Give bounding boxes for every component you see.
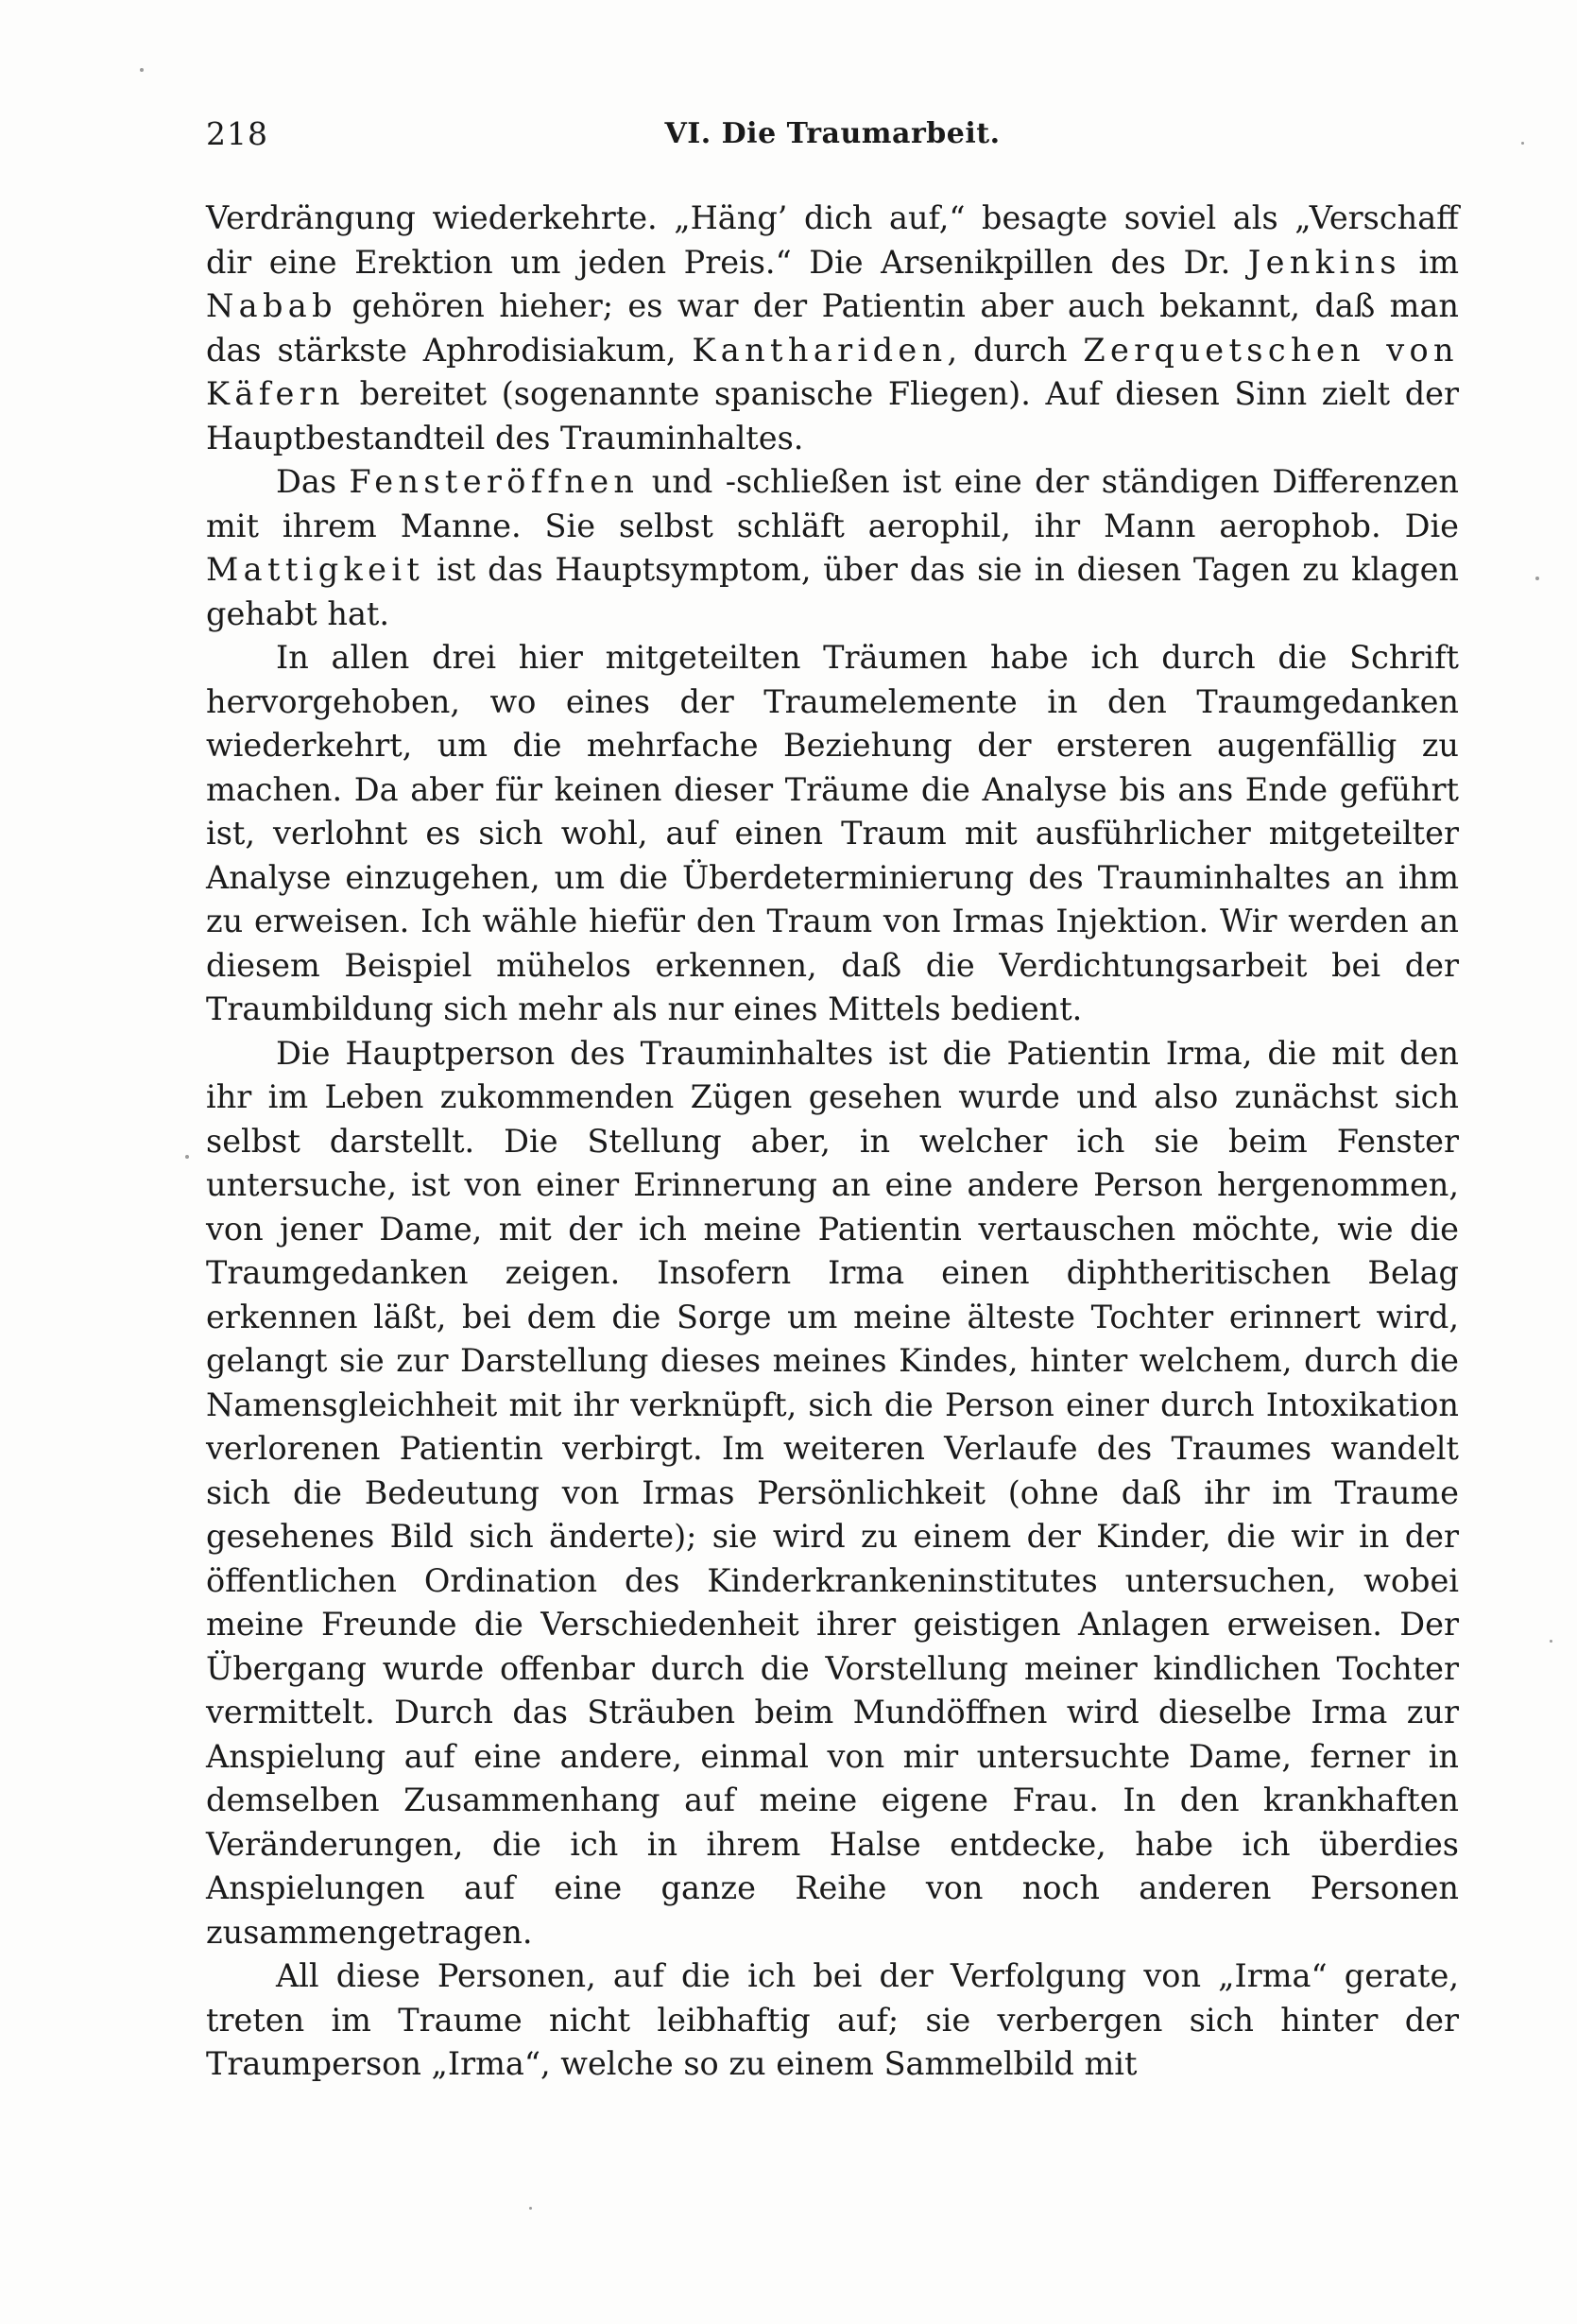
text-segment: Das [276, 463, 350, 500]
text-segment: In allen drei hier mitgeteilten Träumen habe ich durch die Schrift hervorgehoben, wo eines der Traumelemente in den Traumgedanken wiederkehrt, um die mehrfache Beziehung der ersteren augenfällig zu machen. Da aber für keinen dieser Träume die Analyse bis ans Ende geführt ist, verlohnt es sich wohl, auf einen Traum mit ausführlicher mitgeteilter Analyse einzugehen, um die Überdeterminierung des Trauminhaltes an ihm zu erweisen. Ich wähle hiefür den Traum von Irmas Injektion. Wir werden an diesem Beispiel mühelos erkennen, daß die Verdichtungsarbeit bei der Traumbildung sich mehr als nur eines Mittels bedient. [206, 639, 1459, 1027]
text-segment: Die Hauptperson des Trauminhaltes ist die Patientin Irma, die mit den ihr im Leben zukommenden Zügen gesehen wurde und also zunächst sich selbst darstellt. Die Stellung aber, in welcher ich sie beim Fenster untersuche, ist von einer Erinnerung an eine andere Person hergenommen, von jener Dame, mit der ich meine Patientin vertauschen möchte, wie die Traumgedanken zeigen. Insofern Irma einen diphtheritischen Belag erkennen läßt, bei dem die Sorge um meine älteste Tochter erinnert wird, gelangt sie zur Darstellung dieses meines Kindes, hinter welchem, durch die Namensgleichheit mit ihr verknüpft, sich die Person einer durch Intoxikation verlorenen Patientin verbirgt. Im weiteren Verlaufe des Traumes wandelt sich die Bedeutung von Irmas Persönlichkeit (ohne daß ihr im Traume gesehenes Bild sich änderte); sie wird zu einem der Kinder, die wir in der öffentlichen Ordination des Kinderkrankeninstitutes untersuchen, wobei meine Freunde die Verschiedenheit ihrer geistigen Anlagen erweisen. Der Übergang wurde offenbar durch die Vorstellung meiner kindlichen Tochter vermittelt. Durch das Sträuben beim Mundöffnen wird dieselbe Irma zur Anspielung auf eine andere, einmal von mir untersuchte Dame, ferner in demselben Zusammenhang auf meine eigene Frau. In den krankhaften Veränderungen, die ich in ihrem Halse entdecke, habe ich überdies Anspielungen auf eine ganze Reihe von noch anderen Personen zusammengetragen. [206, 1034, 1459, 1951]
body-text [206, 197, 1459, 2087]
text-segment: All diese Personen, auf die ich bei der Verfolgung von „Irma“ gerate, treten im Traume nicht leibhaftig auf; sie verbergen sich hinter der Traumperson „Irma“, welche so zu einem Sammelbild mit [206, 1957, 1459, 2082]
text-segment: und -schließen ist eine der ständigen Differenzen mit ihrem Manne. Sie selbst schläft aerophil, ihr Mann aerophob. Die [206, 463, 1460, 544]
page-number: 218 [206, 115, 268, 152]
scan-speck [529, 2207, 532, 2210]
chapter-title: VI. Die Traumarbeit. [664, 117, 1001, 150]
scan-speck [1521, 142, 1524, 145]
paragraph [206, 1954, 1459, 2087]
text-segment: Verdrängung wiederkehrte. „Häng’ dich auf,“ besagte soviel als „Verschaff dir eine Erektion um jeden Preis.“ Die Arsenikpillen des Dr. [206, 199, 1459, 281]
emphasized-text: Zerquetschen von Käfern [206, 331, 1459, 412]
text-segment: gehören hieher; es war der Patientin aber auch bekannt, daß man das stärkste Aphrodisiakum, [206, 287, 1459, 369]
paragraph [206, 1032, 1459, 1955]
emphasized-text: Jenkins [1247, 243, 1401, 281]
scan-speck [1550, 1640, 1552, 1643]
scan-speck [140, 68, 144, 72]
paragraph [206, 460, 1459, 636]
scan-speck [185, 1155, 189, 1159]
paragraph [206, 197, 1459, 460]
text-segment: , durch [947, 331, 1084, 369]
paragraph [206, 636, 1459, 1032]
emphasized-text: Fensteröffnen [349, 463, 640, 500]
text-segment: ist das Hauptsymptom, über das sie in diesen Tagen zu klagen gehabt hat. [206, 551, 1459, 632]
text-segment: bereitet (sogenannte spanische Fliegen). Auf diesen Sinn zielt der Hauptbestandteil des Trauminhaltes. [206, 375, 1459, 456]
scan-speck [1535, 577, 1539, 580]
emphasized-text: Mattigkeit [206, 551, 425, 588]
emphasized-text: Kanthariden [692, 331, 948, 369]
emphasized-text: Nabab [206, 287, 337, 324]
text-segment: im [1400, 243, 1459, 281]
page-header [206, 115, 1459, 161]
